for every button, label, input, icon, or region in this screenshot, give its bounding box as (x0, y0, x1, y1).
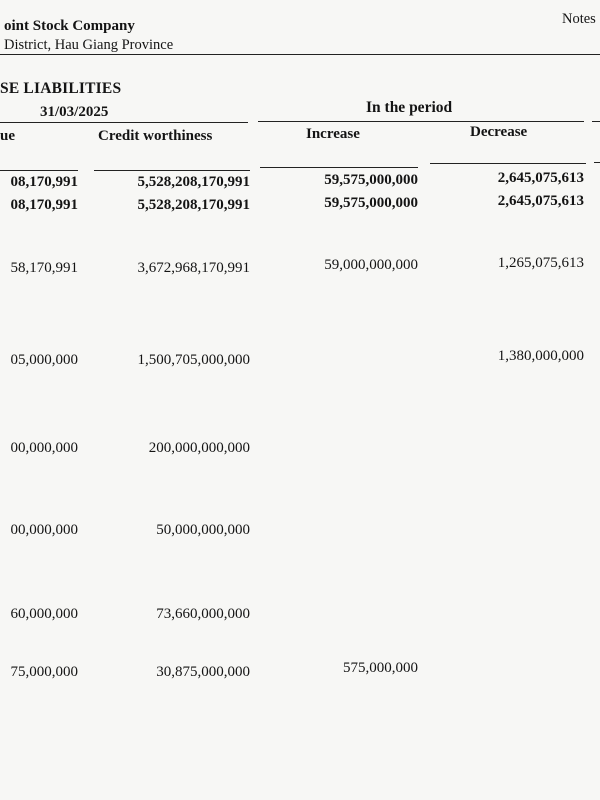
cell-decrease: 2,645,075,613 (497, 170, 584, 186)
cell-increase: 59,575,000,000 (324, 195, 418, 211)
company-name: oint Stock Company (4, 18, 135, 34)
section-title: SE LIABILITIES (0, 80, 122, 97)
cell-value: 75,000,000 (10, 664, 78, 680)
cell-value: 05,000,000 (10, 352, 78, 368)
column-header-decrease: Decrease (470, 124, 528, 140)
col-rule-edge (594, 162, 600, 163)
col-rule-value (0, 170, 78, 171)
cell-increase: 59,000,000,000 (324, 257, 418, 273)
col-rule-credit (94, 170, 250, 171)
cell-value: 00,000,000 (10, 440, 78, 456)
cell-decrease: 2,645,075,613 (497, 193, 584, 209)
cell-credit: 1,500,705,000,000 (137, 352, 250, 368)
col-rule-increase (260, 167, 418, 168)
cell-decrease: 1,265,075,613 (497, 255, 584, 271)
cell-credit: 5,528,208,170,991 (137, 174, 250, 190)
cell-credit: 73,660,000,000 (156, 606, 250, 622)
cell-credit: 200,000,000,000 (148, 440, 250, 456)
cell-credit: 5,528,208,170,991 (137, 197, 250, 213)
column-header-value: ue (0, 128, 15, 144)
cell-value: 58,170,991 (10, 260, 78, 276)
date-rule (0, 122, 248, 123)
period-heading: In the period (366, 99, 453, 116)
column-header-increase: Increase (306, 126, 360, 142)
cell-increase: 575,000,000 (343, 660, 418, 676)
period-rule (258, 121, 584, 122)
cell-credit: 50,000,000,000 (156, 522, 250, 538)
cell-value: 08,170,991 (10, 174, 78, 190)
cell-value: 60,000,000 (10, 606, 78, 622)
cell-value: 08,170,991 (10, 197, 78, 213)
cell-credit: 30,875,000,000 (156, 664, 250, 680)
cell-credit: 3,672,968,170,991 (137, 260, 250, 276)
cell-decrease: 1,380,000,000 (497, 348, 584, 364)
period-rule-edge (592, 121, 600, 122)
cell-increase: 59,575,000,000 (324, 172, 418, 188)
cell-value: 00,000,000 (10, 522, 78, 538)
notes-label: Notes (562, 11, 596, 27)
header-rule (0, 54, 600, 55)
company-address: District, Hau Giang Province (4, 37, 174, 53)
col-rule-decrease (430, 163, 586, 164)
column-header-credit: Credit worthiness (98, 128, 213, 144)
date-heading: 31/03/2025 (40, 104, 109, 120)
